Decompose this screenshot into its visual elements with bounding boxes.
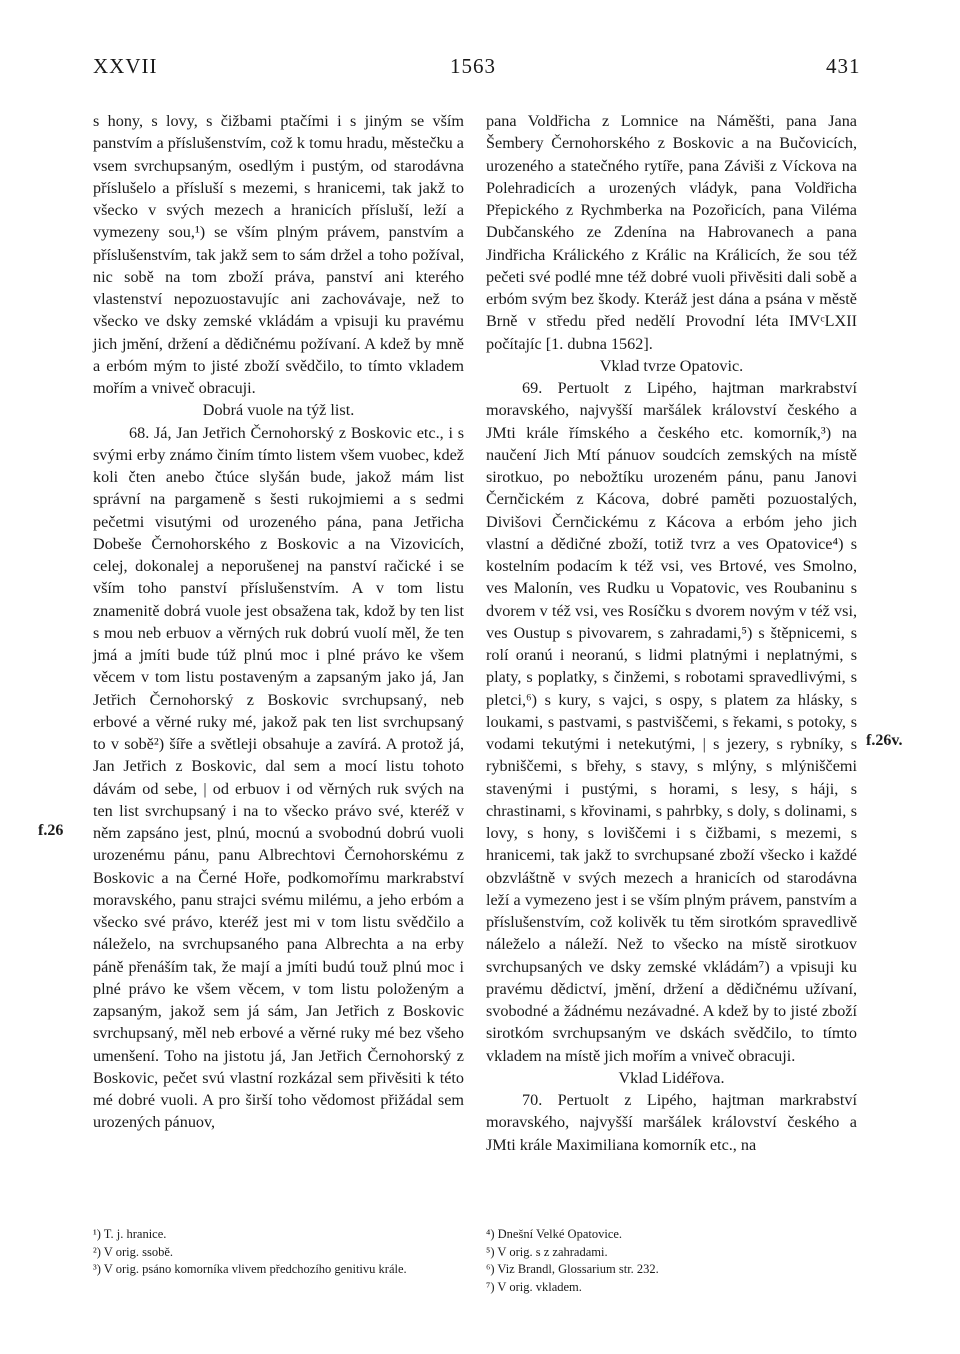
entry-69: 69. Pertuolt z Lipého, hajtman markrabství moravského, najvyšší maršálek království českého a JMti krále římského a českého etc. komorník,³) na naučení Jich Mtí pánuov soudcích zemských na místě sirotkuo, po nebožtíku urozeném pánu, panu Janovi Černčickém z Kácova, dobré paměti pozuostalých, Divišovi Černčickému z Kácova a erbóm jeho jich vlastní a dědičné zboží, totiž tvrz a ves Opatovice⁴) s kostelním podacím k též vsi, ves Brtové, ves Smolno, ves Malonín, ves Rudku u Vopatovic, ves Roubaninu s dvorem v též vsi, ves Rosíčku s dvorem novým v též vsi, ves Oustup s pivovarem, s zahradami,⁵) s štěpnicemi, s rolí oranú i neoranú, s lidmi platnými i neplatnými, s platy, s poplatky, s činžemi, s robotami spravedlivými, s pletci,⁶) s kury, s vajci, s ospy, s platem za hlásky, s loukami, s pastvami, s pastviščemi, s řekami, s potoky, s vodami tekutými i netekutými, | s jezery, s rybníky, s rybniščemi, s břehy, s stavy, s mlýny, s mlýniščemi stavenými i pustými, s horami, s lesy, s háji, s chrastinami, s křovinami, s pahrbky, s doly, s dolinami, s lovy, s hony, s loviščemi i s čižbami, s mezemi, s hranicemi, tak jakž to svrchupsané zboží všecko i každé obzvláštně v svých mezech a hranicích od starodávna leží a vymezeno jest i se vším plným právem, panstvím a příslušenstvím, což kolivěk tu těm sirotkóm spravedlivě náleželo a náleží. Než to všecko na místě sirotkuov svrchupsaných ve dsky zemské vkládám⁷) a vpisuji ku pravému dědictví, jmění, držení a dědičnému užívaní, svobodné a žádnému nezávadné. A kdež by to jisté zboží sirotkóm svrchupsaným ve dskách svědčilo, to tímto vkladem na místě jich mořím a vniveč obracuji. — [486, 379, 857, 1065]
footnote: ¹) T. j. hranice. — [93, 1227, 167, 1241]
left-column — [93, 110, 464, 1134]
paragraph: pana Voldřicha z Lomnice na Náměšti, pana Jana Šembery Černohorského z Boskovic a na Bučovicích, urozeného a statečného rytíře, pana Záviši z Víckova na Polehradicích a urozených vládyk, pana Voldřicha Přepického z Rychmberka na Pozořicích, pana Viléma Dubčanského ze Zdenína na Habrovanech a pana Jindřicha Králického z Králic na Králicích, že sou též pečeti své podlé mne též dobré vuoli přivěsiti dali sobě a erbóm svým bez škody. Kteráž jest dána a psána v městě Brně v středu před nedělí Provodní léta IMVᶜLXII počítajíc [1. dubna 1562]. — [486, 112, 857, 353]
right-column — [486, 110, 857, 1156]
footnote: ²) V orig. ssobě. — [93, 1244, 174, 1259]
running-header-volume: XXVII — [93, 54, 158, 78]
folio-marker-right: f.26v. — [866, 732, 903, 749]
footnotes-left — [93, 1226, 453, 1279]
footnote: ⁶) Viz Brandl, Glossarium str. 232. — [486, 1262, 659, 1276]
paragraph: s hony, s lovy, s čižbami ptačími i s jiným se vším panstvím a příslušenstvím, což k tomu hradu, městečku a vsem svrchupsaným, osedlým i pustým, od starodávna příslušelo a přísluší s mezemi, s hranicemi, tak jakž to všecko v svých mezech a hranicích přísluší, leží a vymezeny sou,¹) se vším plným právem, panstvím a příslušenstvím, tak jakž sem to sám držel a toho požíval, nic sobě na tom zboží práva, panství ani kterého vlastenství nepozuostavujíc ani zachovávaje, než to všecko ve dsky zemské vkládám a vpisuji ku pravému jich jmění, držení a dědičnému požívaní. A kdež by mně a erbóm mým to jisté zboží svědčilo, to tímto vkladem mořím a vniveč obracuji. — [93, 112, 464, 397]
entry-68: 68. Já, Jan Jetřich Černohorský z Boskovic etc., i s svými erby známo činím tímto listem všem vuobec, kdež koli čten anebo čtúce slyšán bude, jakož mám list správní na pargameně s šesti rukojmiemi a s sedmi pečetmi visutými od urozeného pána, pana Jetřicha Dobeše Černohorského z Boskovic a na Vizovicích, celej, dokonalej a neporušenej na panství račické i se vším toho panství příslušenstvím. A v tom listu znamenitě dobrá vuole jest obsažena tak, kdož by ten list s mou neb erbuov a věrných ruk dobrú vuolí měl, že ten jmá a jmíti bude túž plnú moc i plné právo ke všem věcem v tom listu postaveným a zapsaným jako já, Jan Jetřich Černohorský z Boskovic svrchupsaný, neb erbové a věrné ruky mé, jakož pak ten list svrchupsaný to v sobě²) šíře a světleji obsahuje a zavírá. A protož já, Jan Jetřich z Boskovic, dal sem a mocí listu tohoto dávám od sebe, | od erbuov i od věrných ruk svých na ten list svrchupsaný i na to všecko právo své, kteréž v něm zapsáno jest, plnú, mocnú a svobodnú dobrú vuoli urozenému pánu, panu Albrechtovi Černohorskému z Boskovic a na Černé Hoře, podkomořímu markrabství moravského, panu strajci svému milému, a jeho erbóm a všecko své právo, kteréž jest mi v tom listu svědčilo a náleželo, na svrchupsaného pana Albrechta a na erby páně přenáším tak, že mají a jmíti budú touž plnú moc i plné právo ke všem věcem, v tom listu položeným a zapsaným, jakož sem já sám, Jan Jetřich z Boskovic svrchupsaný, měl neb erbové a věrné ruky mé bez všeho umenšení. Toho na jistotu já, Jan Jetřich Černohorský z Boskovic, pečet svú vlastní rozkázal sem přivěsiti k této mé dobré vuoli. A pro širší toho vědomost přižádal sem urozených pánuov, — [93, 423, 464, 1132]
folio-marker-left: f.26 — [38, 822, 64, 839]
footnote: ⁵) V orig. s z zahradami. — [486, 1244, 608, 1259]
footnotes-right — [486, 1226, 846, 1296]
footnote: ³) V orig. psáno komorníka vlivem předchozího genitivu krále. — [93, 1262, 407, 1276]
footnote: ⁷) V orig. vkladem. — [486, 1279, 582, 1294]
section-heading: Dobrá vuole na týž list. — [202, 401, 355, 420]
entry-70: 70. Pertuolt z Lipého, hajtman markrabství moravského, najvyšší maršálek království českého a JMti krále Maximiliana komorník etc., na — [486, 1091, 857, 1154]
page-number: 431 — [826, 54, 861, 78]
section-heading: Vklad tvrze Opatovic. — [599, 356, 744, 375]
section-heading: Vklad Lidéřova. — [618, 1068, 725, 1087]
footnote: ⁴) Dnešní Velké Opatovice. — [486, 1227, 623, 1241]
running-header-year: 1563 — [450, 54, 496, 78]
